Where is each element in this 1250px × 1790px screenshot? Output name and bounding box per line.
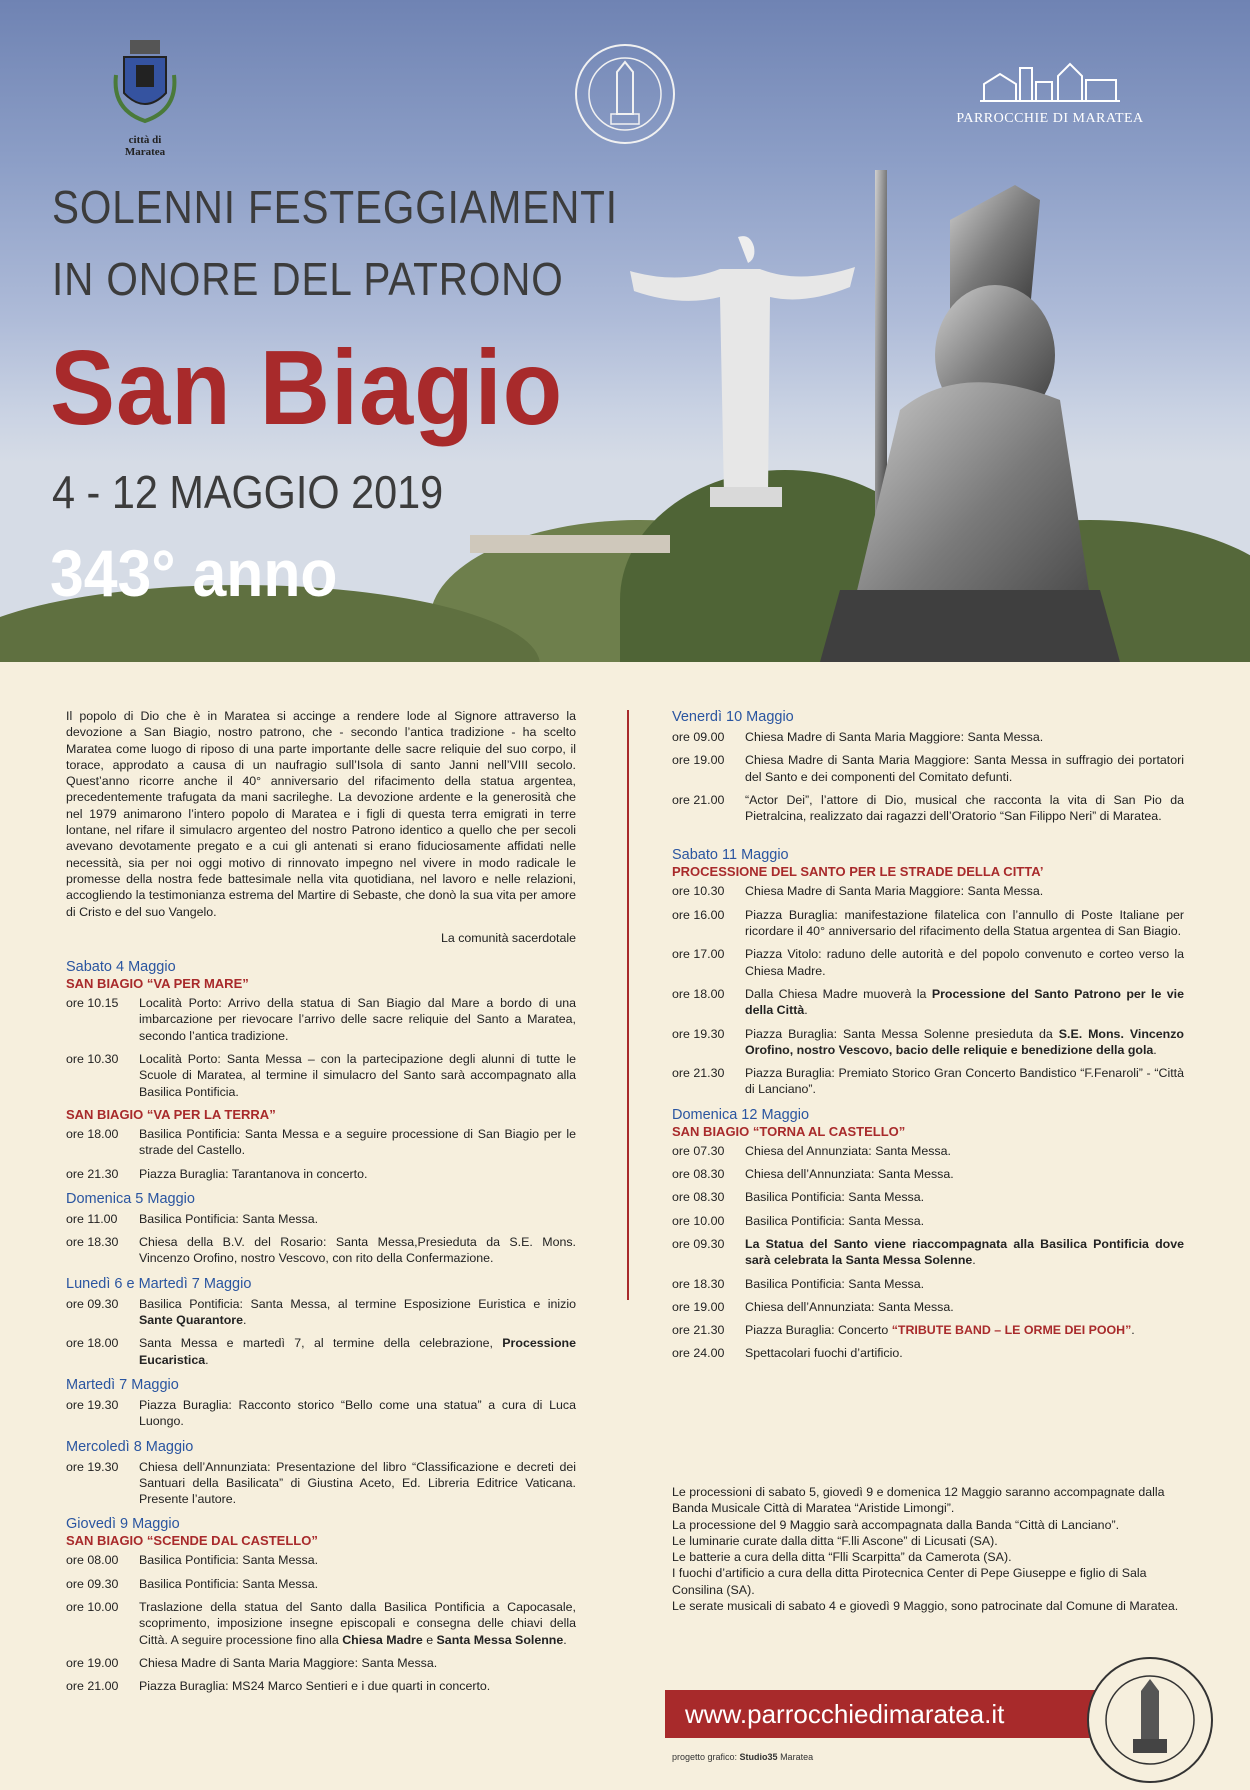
section-subtitle: SAN BIAGIO “TORNA AL CASTELLO” xyxy=(672,1123,906,1139)
event-time: ore 19.30 xyxy=(66,1459,119,1474)
program-right-column xyxy=(672,708,1184,1369)
event-row xyxy=(66,1655,576,1671)
event-time: ore 10.30 xyxy=(672,884,725,899)
event-time: ore 18.30 xyxy=(672,1276,725,1291)
event-text: Basilica Pontificia: Santa Messa, al termine Esposizione Euristica e inizio xyxy=(139,1296,576,1311)
event-row xyxy=(672,752,1184,785)
event-row xyxy=(66,1552,576,1568)
event-description: Piazza Vitolo: raduno delle autorità e del popolo convenuto e corteo verso la Chiesa Madre. xyxy=(745,947,1184,978)
event-row xyxy=(672,946,1184,979)
event-time: ore 08.30 xyxy=(672,1190,725,1205)
event-row xyxy=(672,907,1184,940)
event-highlight: La Statua del Santo viene riaccompagnata alla Basilica Pontificia dove sarà celebrata la Santa Messa Solenne xyxy=(745,1236,1184,1268)
intro-signature: La comunità sacerdotale xyxy=(440,930,576,945)
event-text: Traslazione della statua del Santo dalla Basilica Pontificia a Capocasale, scoprimento, imposizione insegne episcopali e consegna delle chiavi della Città. A seguire processione fino alla xyxy=(139,1599,576,1647)
event-description: Chiesa della B.V. del Rosario: Santa Messa,Presieduta da S.E. Mons. Vincenzo Orofino, nostro Vescovo, con rito della Confermazione. xyxy=(139,1235,576,1266)
day-heading: Sabato 4 Maggio xyxy=(66,959,176,976)
event-row xyxy=(66,995,576,1044)
festival-dates: 4 - 12 MAGGIO 2019 xyxy=(52,466,444,518)
event-row xyxy=(672,792,1184,825)
event-time: ore 21.00 xyxy=(66,1679,119,1694)
note-line: I fuochi d’artificio a cura della ditta Pirotecnica Center di Pepe Giuseppe e figlio di Sala Consilina (SA). xyxy=(672,1566,1147,1597)
event-time: ore 08.00 xyxy=(66,1553,119,1568)
event-row xyxy=(66,1234,576,1267)
seal-icon xyxy=(1085,1655,1215,1785)
event-description: Piazza Buraglia: Concerto “TRIBUTE BAND – LE ORME DEI POOH”. xyxy=(745,1323,1135,1338)
event-text: Piazza Buraglia: Concerto xyxy=(745,1323,892,1338)
event-description: La Statua del Santo viene riaccompagnata alla Basilica Pontificia dove sarà celebrata la Santa Messa Solenne. xyxy=(745,1236,1184,1268)
event-row xyxy=(66,1335,576,1368)
event-row xyxy=(672,1236,1184,1269)
anniversary-label: 343° anno xyxy=(50,536,338,610)
event-time: ore 10.15 xyxy=(66,996,119,1011)
event-description: Chiesa Madre di Santa Maria Maggiore: Santa Messa. xyxy=(745,884,1044,899)
event-row xyxy=(672,1322,1184,1338)
event-row xyxy=(672,1345,1184,1361)
event-row xyxy=(66,1678,576,1694)
day-heading: Giovedì 9 Maggio xyxy=(66,1516,180,1533)
credit-label: progetto grafico: xyxy=(672,1752,740,1762)
event-description: Chiesa dell’Annunziata: Presentazione del libro “Classificazione e decreti dei Santuari della Basilicata” di Giustina Aceto, Ed. Libreria Editrice Vaticana. Presente l’autore. xyxy=(139,1459,576,1507)
event-time: ore 09.30 xyxy=(66,1576,119,1591)
event-time: ore 18.00 xyxy=(672,986,725,1001)
event-row xyxy=(66,1296,576,1329)
section-subtitle: SAN BIAGIO “VA PER LA TERRA” xyxy=(66,1106,276,1122)
event-description: Località Porto: Arrivo della statua di San Biagio dal Mare a bordo di una imbarcazione per rievocare l’arrivo delle sacre reliquie del Santo a Maratea, secondo l’antica tradizione. xyxy=(139,996,576,1043)
event-row xyxy=(672,1026,1184,1059)
comune-logo xyxy=(110,35,180,158)
event-time: ore 16.00 xyxy=(672,907,725,922)
event-row xyxy=(66,1126,576,1159)
event-highlight: Sante Quarantore xyxy=(139,1313,243,1328)
event-description: Piazza Buraglia: Tarantanova in concerto. xyxy=(139,1166,368,1181)
event-highlight: “TRIBUTE BAND – LE ORME DEI POOH” xyxy=(891,1323,1132,1338)
column-divider xyxy=(627,710,629,1300)
credit-place: Maratea xyxy=(777,1752,814,1762)
intro-paragraph: Il popolo di Dio che è in Maratea si accinge a rendere lode al Signore attraverso la devozione a San Biagio, nostro patrono, che - secondo l’antica tradizione - ha scelto Maratea come luogo di riposo di una parte importante delle sacre reliquie del suo corpo, il torace, approdato a causa di un naufragio sull’Isola di santo Janni nell’VIII secolo. Quest’anno ricorre anche il 40° anniversario del rifacimento della statua argentea, precedentemente trafugata da mani sacrileghe. La devozione ardente e la generosità che nel 1979 animarono l’intero popolo di Maratea e i figli di questa terra emigrati in terre lontane, nel rifare il simulacro argenteo del nostro Patrono identico a quello che per secoli avevano devotamente pregato e a cui gli antenati si erano fiduciosamente affidati nelle necessità, sia per noi oggi motivo di rinnovato impegno nel vivere in modo radicale le promesse della nostra fede battesimale nella vita quotidiana, nel lavoro e nelle relazioni, accogliendo la testimonianza estrema del Martire di Sebaste, che donò la sua vita per amore di Cristo e del suo Vangelo. xyxy=(66,709,576,919)
event-row xyxy=(672,1213,1184,1229)
event-description: Chiesa Madre di Santa Maria Maggiore: Santa Messa in suffragio dei portatori del Santo e dei componenti del Comitato defunti. xyxy=(745,753,1184,784)
event-description: Piazza Buraglia: MS24 Marco Sentieri e i due quarti in concerto. xyxy=(139,1679,491,1694)
event-row xyxy=(672,986,1184,1019)
event-time: ore 10.00 xyxy=(672,1213,725,1228)
note-line: La processione del 9 Maggio sarà accompagnata dalla Banda “Città di Lanciano”. xyxy=(672,1517,1120,1532)
event-description: Traslazione della statua del Santo dalla Basilica Pontificia a Capocasale, scoprimento, imposizione insegne episcopali e consegna delle chiavi della Città. A seguire processione fino alla Chiesa Madre e Santa Messa Solenne. xyxy=(139,1599,576,1647)
saint-name-title: San Biagio xyxy=(50,329,564,447)
credit-name: Studio35 xyxy=(739,1752,778,1762)
note-line: Le serate musicali di sabato 4 e giovedì 9 Maggio, sono patrocinate dal Comune di Maratea. xyxy=(672,1599,1179,1614)
event-description: Basilica Pontificia: Santa Messa. xyxy=(745,1276,925,1291)
organization-notes xyxy=(672,1484,1184,1614)
event-highlight: Santa Messa Solenne xyxy=(436,1632,564,1647)
event-highlight: S.E. Mons. Vincenzo Orofino, nostro Vescovo, bacio delle reliquie e benedizione della gola xyxy=(745,1026,1185,1057)
event-row xyxy=(66,1051,576,1100)
event-time: ore 11.00 xyxy=(66,1211,118,1226)
title-line-1: SOLENNI FESTEGGIAMENTI xyxy=(52,181,618,233)
event-time: ore 09.00 xyxy=(672,730,725,744)
hero-photo xyxy=(0,0,1250,662)
event-highlight: Chiesa Madre xyxy=(342,1632,423,1647)
event-time: ore 10.30 xyxy=(66,1052,119,1067)
event-description: Basilica Pontificia: Santa Messa e a seguire processione di San Biagio per le strade del Castello. xyxy=(139,1126,576,1158)
event-description: Chiesa dell’Annunziata: Santa Messa. xyxy=(745,1299,954,1314)
event-time: ore 18.30 xyxy=(66,1235,119,1250)
event-row xyxy=(672,883,1184,899)
event-time: ore 09.30 xyxy=(672,1236,725,1251)
event-row xyxy=(672,729,1184,745)
event-description: Piazza Buraglia: Racconto storico “Bello come una statua” a cura di Luca Luongo. xyxy=(139,1397,576,1429)
website-link[interactable]: www.parrocchiedimaratea.it xyxy=(665,1690,1120,1738)
event-row xyxy=(672,1143,1184,1159)
seal-icon xyxy=(573,42,677,146)
event-description: Piazza Buraglia: Santa Messa Solenne presieduta da S.E. Mons. Vincenzo Orofino, nostro Vescovo, bacio delle reliquie e benedizione della gola. xyxy=(745,1026,1185,1057)
event-description: Piazza Buraglia: Premiato Storico Gran Concerto Bandistico “F.Fenaroli” - “Città di Lanciano”. xyxy=(745,1066,1184,1097)
event-text: Dalla Chiesa Madre muoverà la xyxy=(745,986,932,1001)
event-description: Piazza Buraglia: manifestazione filatelica con l’annullo di Poste Italiane per ricordare il 40° anniversario del rifacimento della Statua argentea di San Biagio. xyxy=(745,907,1184,939)
note-line: Le luminarie curate dalla ditta “F.lli Ascone” di Licusati (SA). xyxy=(672,1533,998,1548)
event-description: Basilica Pontificia: Santa Messa, al termine Esposizione Euristica e inizio Sante Quarantore. xyxy=(139,1296,576,1328)
day-heading: Domenica 12 Maggio xyxy=(672,1106,810,1123)
event-time: ore 21.30 xyxy=(672,1323,725,1338)
event-time: ore 18.00 xyxy=(66,1336,119,1351)
event-description: Basilica Pontificia: Santa Messa. xyxy=(139,1553,319,1568)
event-description: Santa Messa e martedì 7, al termine della celebrazione, Processione Eucaristica. xyxy=(139,1336,576,1367)
event-row xyxy=(672,1065,1184,1098)
event-time: ore 19.00 xyxy=(66,1655,119,1670)
event-highlight: Processione del Santo Patrono per le vie della Città xyxy=(745,986,1184,1018)
event-row xyxy=(66,1599,576,1648)
comitato-seal-bottom xyxy=(1085,1655,1215,1790)
event-description: Spettacolari fuochi d’artificio. xyxy=(745,1346,903,1361)
parrocchie-label: PARROCCHIE DI MARATEA xyxy=(956,111,1144,126)
section-subtitle: SAN BIAGIO “VA PER MARE” xyxy=(66,976,249,992)
event-time: ore 09.30 xyxy=(66,1296,119,1311)
event-description: Dalla Chiesa Madre muoverà la Processione del Santo Patrono per le vie della Città. xyxy=(745,986,1184,1018)
coat-of-arms-icon xyxy=(110,35,180,125)
event-description: “Actor Dei”, l’attore di Dio, musical che racconta la vita di San Pio da Pietralcina, realizzato dai ragazzi dell’Oratorio “San Filippo Neri” di Maratea. xyxy=(745,792,1184,824)
event-time: ore 19.30 xyxy=(66,1397,119,1412)
day-heading: Martedì 7 Maggio xyxy=(66,1376,179,1393)
event-row xyxy=(66,1397,576,1430)
event-time: ore 19.30 xyxy=(672,1026,725,1041)
event-time: ore 21.30 xyxy=(672,1066,725,1081)
design-credit xyxy=(672,1752,813,1762)
event-row xyxy=(66,1576,576,1592)
event-time: ore 19.00 xyxy=(672,753,725,768)
event-description: Località Porto: Santa Messa – con la partecipazione degli alunni di tutte le Scuole di Maratea, al termine il simulacro del Santo sarà accompagnato alla Basilica Pontificia. xyxy=(139,1052,576,1099)
event-highlight: Processione Eucaristica xyxy=(139,1336,576,1367)
event-time: ore 10.00 xyxy=(66,1599,119,1614)
event-time: ore 18.00 xyxy=(66,1126,119,1141)
comune-label: città di Maratea xyxy=(124,134,166,158)
comitato-seal-logo xyxy=(573,42,677,151)
event-row xyxy=(672,1166,1184,1182)
day-heading: Venerdì 10 Maggio xyxy=(672,709,794,725)
day-heading: Sabato 11 Maggio xyxy=(672,847,789,864)
event-description: Chiesa Madre di Santa Maria Maggiore: Santa Messa. xyxy=(745,730,1044,744)
event-row xyxy=(672,1299,1184,1315)
day-heading: Mercoledì 8 Maggio xyxy=(66,1438,194,1455)
parrocchie-logo xyxy=(940,60,1160,127)
title-line-2: IN ONORE DEL PATRONO xyxy=(52,253,564,305)
event-time: ore 17.00 xyxy=(672,947,725,962)
program-left-column xyxy=(66,708,576,1701)
event-time: ore 24.00 xyxy=(672,1346,725,1361)
event-text: Santa Messa e martedì 7, al termine della celebrazione, xyxy=(139,1336,503,1351)
event-time: ore 21.30 xyxy=(66,1166,119,1181)
event-description: Chiesa Madre di Santa Maria Maggiore: Santa Messa. xyxy=(139,1655,438,1670)
stairs-path xyxy=(470,535,670,553)
section-subtitle: PROCESSIONE DEL SANTO PER LE STRADE DELLA CITTA’ xyxy=(672,864,1044,880)
event-row xyxy=(672,1276,1184,1292)
event-row xyxy=(66,1166,576,1182)
note-line: Le batterie a cura della ditta “Flli Scarpitta” da Camerota (SA). xyxy=(672,1550,1012,1565)
event-time: ore 19.00 xyxy=(672,1299,725,1314)
note-line: Le processioni di sabato 5, giovedì 9 e domenica 12 Maggio saranno accompagnate dalla Banda Musicale Città di Maratea “Aristide Limongi”. xyxy=(672,1485,1165,1516)
event-row xyxy=(66,1211,576,1227)
day-heading: Lunedì 6 e Martedì 7 Maggio xyxy=(66,1275,252,1292)
event-description: Basilica Pontificia: Santa Messa. xyxy=(139,1211,319,1226)
event-text: Piazza Buraglia: Santa Messa Solenne presieduta da xyxy=(745,1026,1059,1041)
event-text: e xyxy=(422,1632,437,1647)
section-subtitle: SAN BIAGIO “SCENDE DAL CASTELLO” xyxy=(66,1533,318,1549)
event-row xyxy=(66,1459,576,1508)
event-description: Basilica Pontificia: Santa Messa. xyxy=(745,1190,925,1205)
event-description: Basilica Pontificia: Santa Messa. xyxy=(745,1213,925,1228)
event-description: Chiesa del Annunziata: Santa Messa. xyxy=(745,1143,951,1158)
event-description: Chiesa dell’Annunziata: Santa Messa. xyxy=(745,1167,954,1182)
event-time: ore 21.00 xyxy=(672,792,725,807)
event-description: Basilica Pontificia: Santa Messa. xyxy=(139,1576,319,1591)
day-heading: Domenica 5 Maggio xyxy=(66,1190,195,1207)
event-time: ore 07.30 xyxy=(672,1143,725,1158)
event-row xyxy=(672,1189,1184,1205)
event-time: ore 08.30 xyxy=(672,1167,725,1182)
churches-icon xyxy=(980,60,1120,104)
san-biagio-statue-image xyxy=(800,160,1140,662)
